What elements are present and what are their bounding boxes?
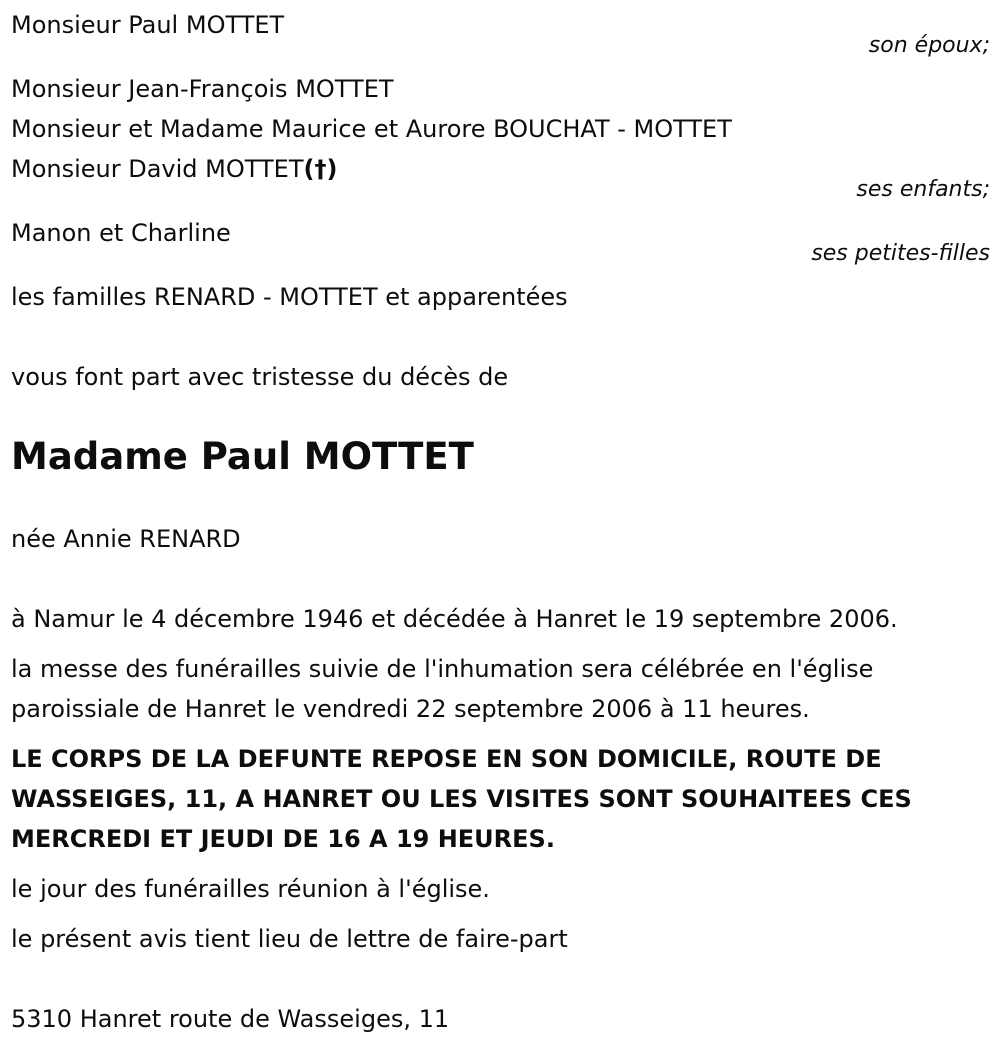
spouse-relation: son époux; bbox=[868, 33, 990, 58]
mass-line: la messe des funérailles suivie de l'inhumation sera célébrée en l'église bbox=[11, 655, 874, 683]
mass-line: paroissiale de Hanret le vendredi 22 septembre 2006 à 11 heures. bbox=[11, 695, 810, 723]
body-rest-line: WASSEIGES, 11, A HANRET OU LES VISITES SONT SOUHAITEES CES bbox=[11, 785, 912, 813]
announcement-text: vous font part avec tristesse du décès de bbox=[11, 363, 509, 391]
child-name-text: Monsieur David MOTTET bbox=[11, 155, 304, 183]
deceased-cross-mark: (†) bbox=[303, 155, 338, 183]
families-line: les familles RENARD - MOTTET et apparentées bbox=[11, 283, 568, 311]
birth-death-line: à Namur le 4 décembre 1946 et décédée à Hanret le 19 septembre 2006. bbox=[11, 605, 898, 633]
child-name: Monsieur Jean-François MOTTET bbox=[11, 75, 394, 103]
spouse-name: Monsieur Paul MOTTET bbox=[11, 11, 285, 39]
child-name: Monsieur et Madame Maurice et Aurore BOUCHAT - MOTTET bbox=[11, 115, 732, 143]
grandchildren-names: Manon et Charline bbox=[11, 219, 231, 247]
meeting-line: le jour des funérailles réunion à l'église. bbox=[11, 875, 490, 903]
address-line: 5310 Hanret route de Wasseiges, 11 bbox=[11, 1005, 450, 1033]
deceased-name-heading: Madame Paul MOTTET bbox=[11, 435, 474, 478]
grandchildren-relation: ses petites-filles bbox=[811, 241, 990, 266]
body-rest-line: LE CORPS DE LA DEFUNTE REPOSE EN SON DOMICILE, ROUTE DE bbox=[11, 745, 882, 773]
born-name: née Annie RENARD bbox=[11, 525, 241, 553]
body-rest-line: MERCREDI ET JEUDI DE 16 A 19 HEURES. bbox=[11, 825, 555, 853]
children-relation: ses enfants; bbox=[856, 177, 990, 202]
notice-line: le présent avis tient lieu de lettre de faire-part bbox=[11, 925, 568, 953]
